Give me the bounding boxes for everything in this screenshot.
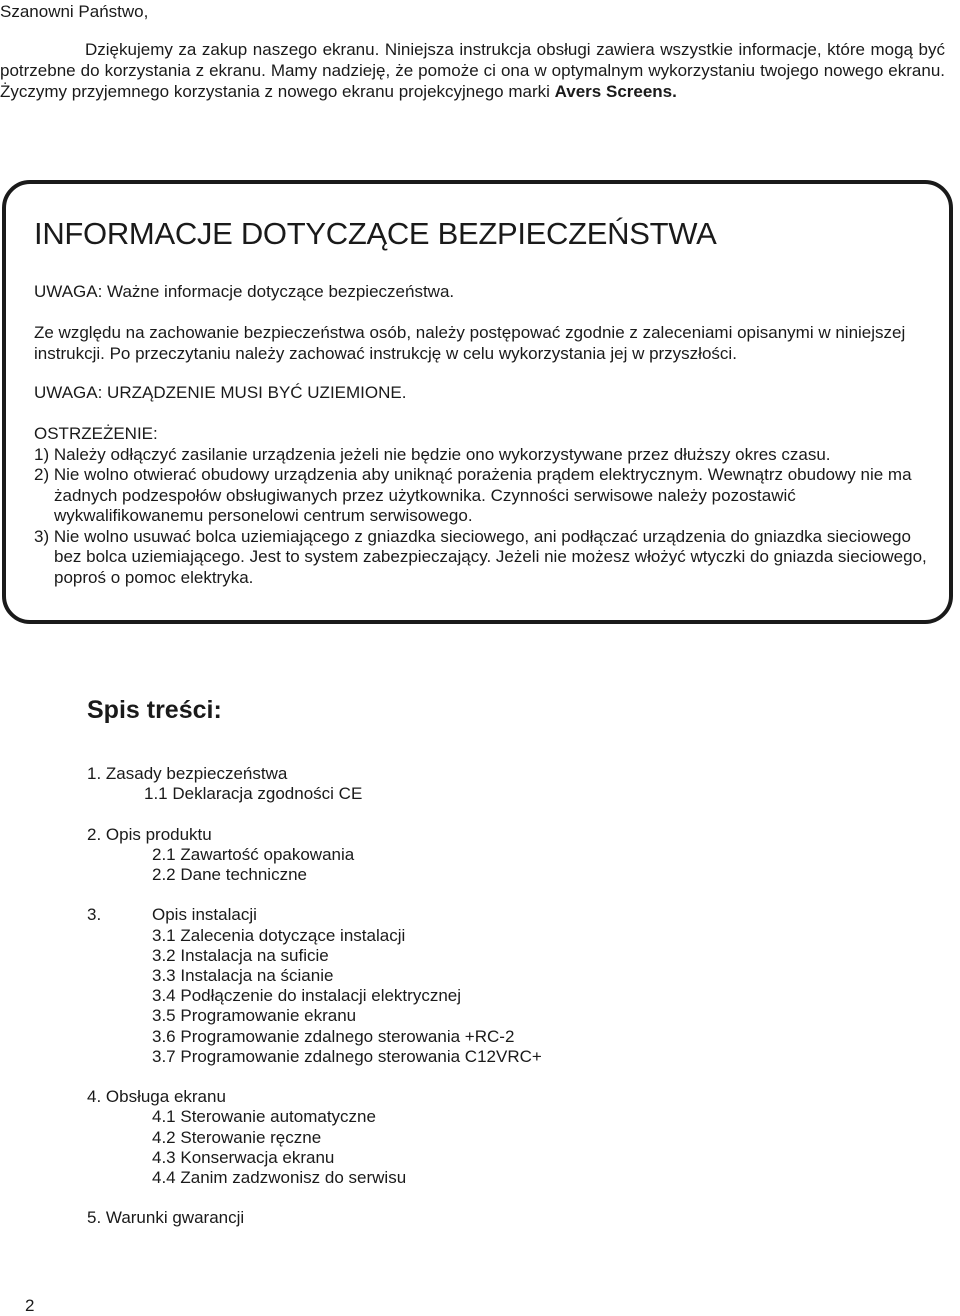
warning-block (34, 424, 934, 588)
toc-section-4 (87, 1087, 542, 1188)
toc-section-title: 5. Warunki gwarancji (87, 1208, 245, 1228)
toc-subitem: 2.1 Zawartość opakowania (152, 844, 355, 864)
toc-subitem: 3.4 Podłączenie do instalacji elektrycznej (152, 986, 462, 1006)
toc-subitem: 4.4 Zanim zadzwonisz do serwisu (152, 1168, 407, 1188)
toc-section-title (87, 905, 542, 925)
toc-section-1 (87, 764, 542, 804)
warning-list (34, 445, 934, 589)
toc-section-title: 1. Zasady bezpieczeństwa (87, 764, 288, 783)
safety-paragraph: Ze względu na zachowanie bezpieczeństwa osób, należy postępować zgodnie z zaleceniami opisanymi w niniejszej instrukcji. Po przeczytaniu należy zachować instrukcję w celu wykorzystania jej w przyszłości. (34, 323, 906, 363)
toc-subitem: 3.7 Programowanie zdalnego sterowania C12VRC+ (152, 1046, 542, 1066)
toc-section-title: 2. Opis produktu (87, 824, 212, 844)
toc-subitem: 3.2 Instalacja na suficie (152, 945, 329, 965)
warning-label: OSTRZEŻENIE: (34, 424, 158, 443)
toc-section-title: 4. Obsługa ekranu (87, 1087, 226, 1107)
safety-notice: UWAGA: Ważne informacje dotyczące bezpieczeństwa. (34, 282, 455, 301)
toc-section-3 (87, 905, 542, 1067)
safety-title: INFORMACJE DOTYCZĄCE BEZPIECZEŃSTWA (34, 216, 717, 251)
warning-item: 1) Należy odłączyć zasilanie urządzenia jeżeli nie będzie ono wykorzystywane przez dłuższy okres czasu. (34, 444, 831, 464)
greeting: Szanowni Państwo, (0, 2, 149, 21)
toc-section-5 (87, 1208, 542, 1228)
safety-info-box (2, 180, 953, 624)
warning-item: 2) Nie wolno otwierać obudowy urządzenia aby uniknąć porażenia prądem elektrycznym. Wewnątrz obudowy nie ma żadnych podzespołów obsługiwanych przez użytkownika. Czynności serwisowe należy pozostawić wykwalifikowanemu personelowi centrum serwisowego. (34, 465, 912, 525)
toc-subitem: 2.2 Dane techniczne (152, 865, 307, 884)
table-of-contents (87, 764, 542, 1229)
toc-subitem: 3.1 Zalecenia dotyczące instalacji (152, 925, 406, 945)
toc-subitem: 3.5 Programowanie ekranu (152, 1006, 357, 1026)
toc-subitem: 3.3 Instalacja na ścianie (152, 966, 334, 985)
toc-subitem: 1.1 Deklaracja zgodności CE (144, 784, 363, 804)
warning-item: 3) Nie wolno usuwać bolca uziemiającego z gniazdka sieciowego, ani podłączać urządzenia do gniazdka sieciowego bez bolca uziemiającego. Jest to system zabezpieczający. Jeżeli nie możesz włożyć wtyczki do gniazda sieciowego, poproś o pomoc elektryka. (34, 526, 927, 587)
intro-text: Dziękujemy za zakup naszego ekranu. Niniejsza instrukcja obsługi zawiera wszystkie informacje, które mogą być potrzebne do korzystania z ekranu. Mamy nadzieję, że pomoże ci ona w optymalnym wykorzystaniu twojego nowego ekranu. Życzymy przyjemnego korzystania z nowego ekranu projekcyjnego marki (0, 40, 945, 101)
toc-subitem: 3.6 Programowanie zdalnego sterowania +RC-2 (152, 1026, 515, 1046)
toc-section-label: Opis instalacji (152, 905, 257, 925)
toc-section-2 (87, 825, 542, 886)
toc-subitem: 4.3 Konserwacja ekranu (152, 1147, 335, 1167)
toc-subitem: 4.1 Sterowanie automatyczne (152, 1107, 376, 1127)
page-number: 2 (25, 1296, 35, 1315)
toc-section-number: 3. (87, 905, 102, 925)
intro-paragraph (0, 39, 945, 102)
ground-notice: UWAGA: URZĄDZENIE MUSI BYĆ UZIEMIONE. (34, 383, 407, 402)
toc-subitem: 4.2 Sterowanie ręczne (152, 1127, 322, 1147)
brand-name: Avers Screens. (554, 82, 677, 101)
toc-heading: Spis treści: (87, 696, 222, 724)
